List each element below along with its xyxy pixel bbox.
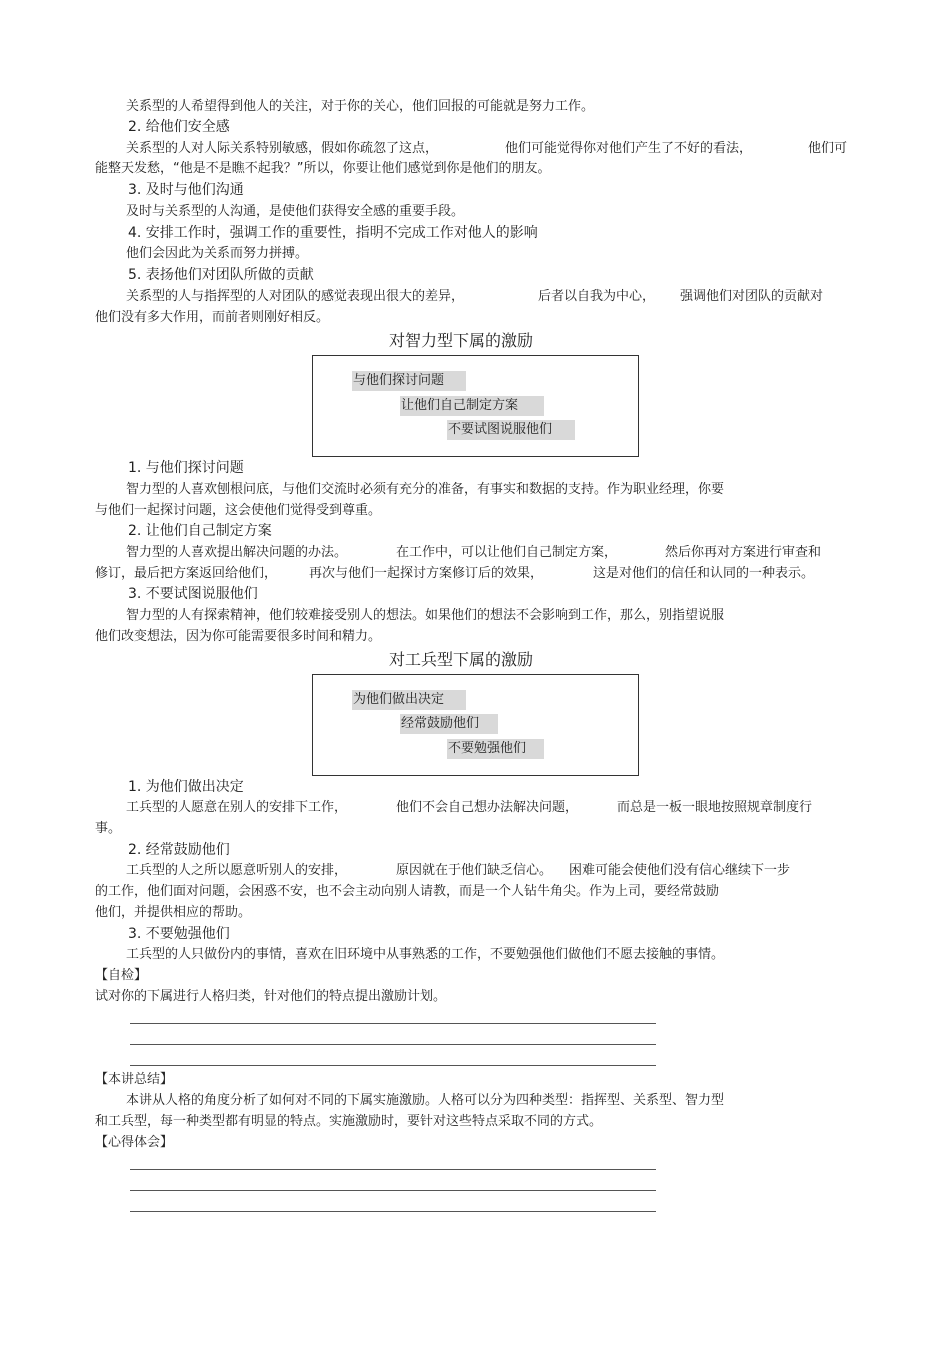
paragraph-text: 智力型的人喜欢刨根问底，与他们交流时必须有充分的准备，有事实和数据的支持。作为职业经理，你要	[126, 482, 725, 497]
paragraph-text: 工兵型的人之所以愿意听别人的安排，	[126, 863, 348, 878]
heading-plan: 2. 让他们自己制定方案	[128, 523, 272, 539]
notes-line[interactable]	[130, 1190, 656, 1191]
heading-safety: 2. 给他们安全感	[128, 119, 230, 135]
paragraph-text: 再次与他们一起探讨方案修订后的效果，	[309, 566, 544, 581]
paragraph-text: 他们改变想法，因为你可能需要很多时间和精力。	[95, 629, 382, 644]
paragraph-text: 他们可	[808, 141, 848, 156]
paragraph-text: 工兵型的人愿意在别人的安排下工作，	[126, 800, 348, 815]
heading-no-force: 3. 不要勉强他们	[128, 926, 230, 942]
heading-importance: 4. 安排工作时，强调工作的重要性，指明不完成工作对他人的影响	[128, 225, 538, 241]
paragraph-text: 他们不会自己想办法解决问题，	[396, 800, 579, 815]
smart-steps-diagram	[312, 355, 639, 457]
heading-encourage: 2. 经常鼓励他们	[128, 842, 230, 858]
diagram-step: 为他们做出决定	[352, 690, 466, 710]
paragraph-text: 及时与关系型的人沟通，是使他们获得安全感的重要手段。	[126, 204, 465, 219]
summary-text: 和工兵型，每一种类型都有明显的特点。实施激励时，要针对这些特点采取不同的方式。	[95, 1114, 603, 1129]
paragraph-text: 然后你再对方案进行审查和	[665, 545, 822, 560]
section-title-smart: 对智力型下属的激励	[389, 331, 534, 350]
diagram-step: 让他们自己制定方案	[400, 396, 544, 416]
heading-discuss: 1. 与他们探讨问题	[128, 460, 244, 476]
summary-text: 本讲从人格的角度分析了如何对不同的下属实施激励。人格可以分为四种类型：指挥型、关系型、智力型	[126, 1093, 725, 1108]
diagram-step: 经常鼓励他们	[400, 714, 498, 734]
paragraph-text: 困难可能会使他们没有信心继续下一步	[569, 863, 791, 878]
paragraph-text: 关系型的人与指挥型的人对团队的感觉表现出很大的差异，	[126, 289, 465, 304]
paragraph-text: 能整天发愁，“他是不是瞧不起我？”所以，你要让他们感觉到你是他们的朋友。	[95, 161, 551, 176]
paragraph-text: 的工作，他们面对问题，会困惑不安，也不会主动向别人请教，而是一个人钻牛角尖。作为上司，要经常鼓励	[95, 884, 720, 899]
notes-label: 【心得体会】	[95, 1135, 174, 1150]
paragraph-text: 后者以自我为中心，	[538, 289, 656, 304]
section-title-soldier: 对工兵型下属的激励	[389, 650, 534, 669]
paragraph-text: 与他们一起探讨问题，这会使他们觉得受到尊重。	[95, 503, 382, 518]
intro-text: 关系型的人希望得到他人的关注，对于你的关心，他们回报的可能就是努力工作。	[126, 99, 595, 114]
diagram-step: 与他们探讨问题	[352, 371, 466, 391]
heading-praise: 5. 表扬他们对团队所做的贡献	[128, 267, 314, 283]
paragraph-text: 在工作中，可以让他们自己制定方案，	[396, 545, 618, 560]
paragraph-text: 他们没有多大作用，而前者则刚好相反。	[95, 310, 330, 325]
notes-line[interactable]	[130, 1211, 656, 1212]
paragraph-text: 工兵型的人只做份内的事情，喜欢在旧环境中从事熟悉的工作，不要勉强他们做他们不愿去接触的事情。	[126, 947, 725, 962]
paragraph-text: 他们，并提供相应的帮助。	[95, 905, 252, 920]
paragraph-text: 他们可能觉得你对他们产生了不好的看法，	[505, 141, 753, 156]
answer-line[interactable]	[130, 1023, 656, 1024]
paragraph-text: 智力型的人有探索精神，他们较难接受别人的想法。如果他们的想法不会影响到工作，那么，别指望说服	[126, 608, 725, 623]
heading-no-persuade: 3. 不要试图说服他们	[128, 586, 258, 602]
paragraph-text: 智力型的人喜欢提出解决问题的办法。	[126, 545, 348, 560]
paragraph-text: 原因就在于他们缺乏信心。	[396, 863, 553, 878]
selfcheck-prompt: 试对你的下属进行人格归类，针对他们的特点提出激励计划。	[95, 989, 447, 1004]
paragraph-text: 事。	[95, 821, 122, 836]
paragraph-text: 而总是一板一眼地按照规章制度行	[617, 800, 813, 815]
heading-decide: 1. 为他们做出决定	[128, 779, 244, 795]
paragraph-text: 他们会因此为关系而努力拼搏。	[126, 246, 309, 261]
soldier-steps-diagram	[312, 674, 639, 776]
diagram-step: 不要试图说服他们	[447, 420, 575, 440]
paragraph-text: 修订，最后把方案返回给他们，	[95, 566, 278, 581]
answer-line[interactable]	[130, 1044, 656, 1045]
answer-line[interactable]	[130, 1065, 656, 1066]
paragraph-text: 关系型的人对人际关系特别敏感，假如你疏忽了这点，	[126, 141, 439, 156]
heading-communicate: 3. 及时与他们沟通	[128, 182, 244, 198]
paragraph-text: 这是对他们的信任和认同的一种表示。	[593, 566, 815, 581]
paragraph-text: 强调他们对团队的贡献对	[680, 289, 824, 304]
summary-label: 【本讲总结】	[95, 1072, 174, 1087]
notes-line[interactable]	[130, 1169, 656, 1170]
diagram-step: 不要勉强他们	[447, 739, 544, 759]
selfcheck-label: 【自检】	[95, 968, 148, 983]
